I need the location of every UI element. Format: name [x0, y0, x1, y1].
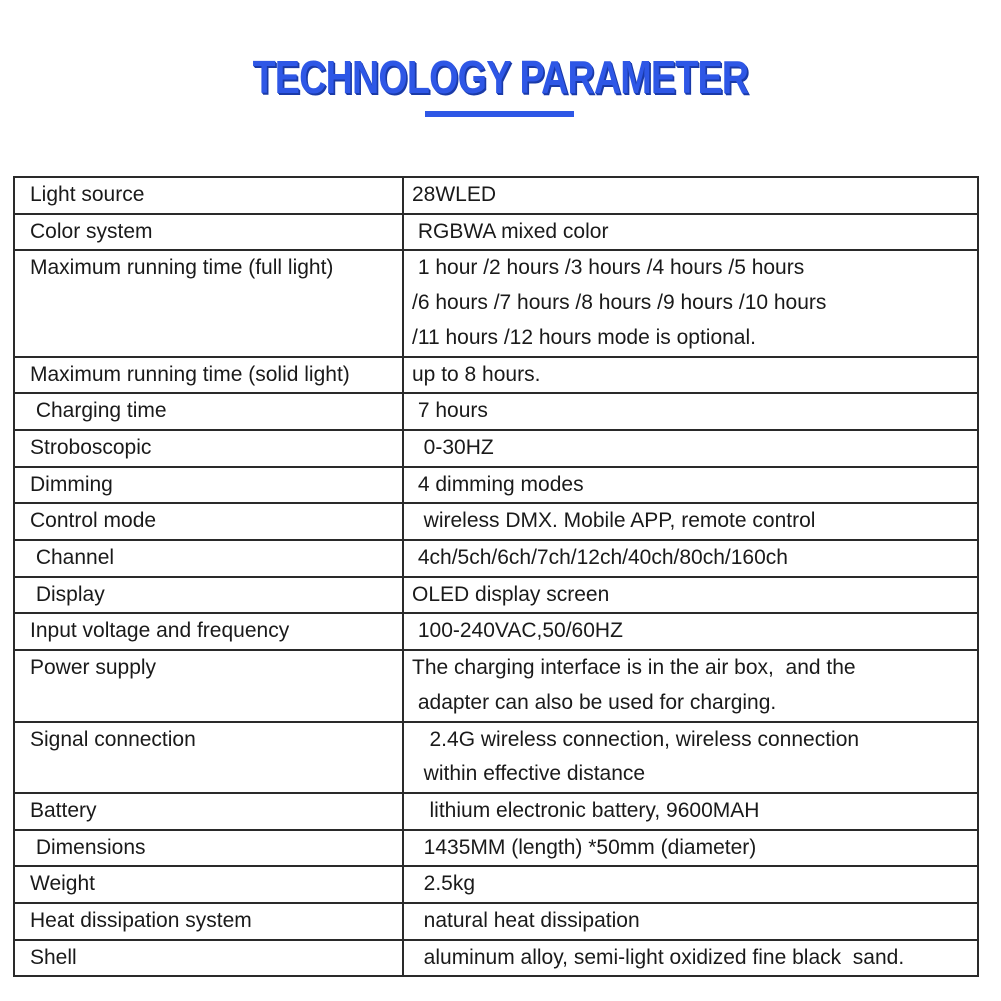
table-row: [14, 793, 978, 830]
value-cell: [403, 940, 978, 977]
value-cell: [403, 503, 978, 540]
param-cell: Heat dissipation system: [14, 903, 403, 940]
value-cell: [403, 250, 978, 356]
value-line: lithium electronic battery, 9600MAH: [412, 798, 760, 822]
value-cell: [403, 393, 978, 430]
value-cell: [403, 830, 978, 867]
value-cell: [403, 722, 978, 793]
value-line: The charging interface is in the air box, and the: [412, 656, 856, 680]
value-line: adapter can also be used for charging.: [412, 690, 777, 714]
param-cell: Display: [14, 577, 403, 614]
value-line: within effective distance: [412, 762, 646, 786]
value-cell: [403, 613, 978, 650]
table-row: [14, 250, 978, 356]
value-cell: [403, 793, 978, 830]
value-cell: [403, 214, 978, 251]
table-row: [14, 540, 978, 577]
value-line: 4ch/5ch/6ch/7ch/12ch/40ch/80ch/160ch: [412, 546, 788, 570]
page-title: TECHNOLOGY PARAMETER: [252, 51, 749, 103]
param-cell: Maximum running time (solid light): [14, 357, 403, 394]
value-line: 4 dimming modes: [412, 472, 584, 496]
table-row: [14, 214, 978, 251]
table-row: [14, 177, 978, 214]
table-row: [14, 903, 978, 940]
title-underline: [425, 111, 574, 117]
value-cell: [403, 650, 978, 721]
value-line: 28WLED: [412, 183, 497, 206]
table-row: [14, 467, 978, 504]
spec-table: [13, 176, 979, 977]
value-line: 1 hour /2 hours /3 hours /4 hours /5 hours: [412, 256, 805, 280]
value-line: wireless DMX. Mobile APP, remote control: [412, 509, 816, 533]
param-cell: Shell: [14, 940, 403, 977]
value-line: OLED display screen: [412, 582, 610, 606]
value-cell: [403, 903, 978, 940]
table-row: [14, 722, 978, 793]
param-cell: Input voltage and frequency: [14, 613, 403, 650]
value-line: 7 hours: [412, 399, 488, 423]
value-cell: [403, 577, 978, 614]
param-cell: Signal connection: [14, 722, 403, 793]
value-cell: [403, 430, 978, 467]
param-cell: Weight: [14, 866, 403, 903]
param-cell: Stroboscopic: [14, 430, 403, 467]
value-line: 0-30HZ: [412, 435, 494, 459]
param-cell: Charging time: [14, 393, 403, 430]
value-line: RGBWA mixed color: [412, 219, 609, 243]
param-cell: Dimensions: [14, 830, 403, 867]
table-row: [14, 613, 978, 650]
value-cell: [403, 866, 978, 903]
value-line: /6 hours /7 hours /8 hours /9 hours /10 hours: [412, 291, 827, 315]
table-row: [14, 940, 978, 977]
value-cell: [403, 357, 978, 394]
value-line: 2.5kg: [412, 872, 476, 896]
value-line: /11 hours /12 hours mode is optional.: [412, 325, 756, 349]
param-cell: Control mode: [14, 503, 403, 540]
table-row: [14, 830, 978, 867]
table-row: [14, 866, 978, 903]
table-row: [14, 577, 978, 614]
table-row: [14, 357, 978, 394]
value-cell: [403, 540, 978, 577]
param-cell: Battery: [14, 793, 403, 830]
value-line: 100-240VAC,50/60HZ: [412, 619, 623, 643]
param-cell: Channel: [14, 540, 403, 577]
param-cell: Power supply: [14, 650, 403, 721]
value-line: 2.4G wireless connection, wireless connection: [412, 727, 860, 751]
table-row: [14, 430, 978, 467]
spec-table-body: [14, 177, 978, 976]
table-row: [14, 650, 978, 721]
param-cell: Color system: [14, 214, 403, 251]
value-cell: [403, 177, 978, 214]
value-line: up to 8 hours.: [412, 362, 541, 386]
table-row: [14, 503, 978, 540]
param-cell: Maximum running time (full light): [14, 250, 403, 356]
value-line: 1435MM (length) *50mm (diameter): [412, 835, 757, 859]
table-row: [14, 393, 978, 430]
value-line: natural heat dissipation: [412, 909, 640, 933]
value-cell: [403, 467, 978, 504]
value-line: aluminum alloy, semi-light oxidized fine black sand.: [412, 945, 905, 969]
param-cell: Dimming: [14, 467, 403, 504]
param-cell: Light source: [14, 177, 403, 214]
